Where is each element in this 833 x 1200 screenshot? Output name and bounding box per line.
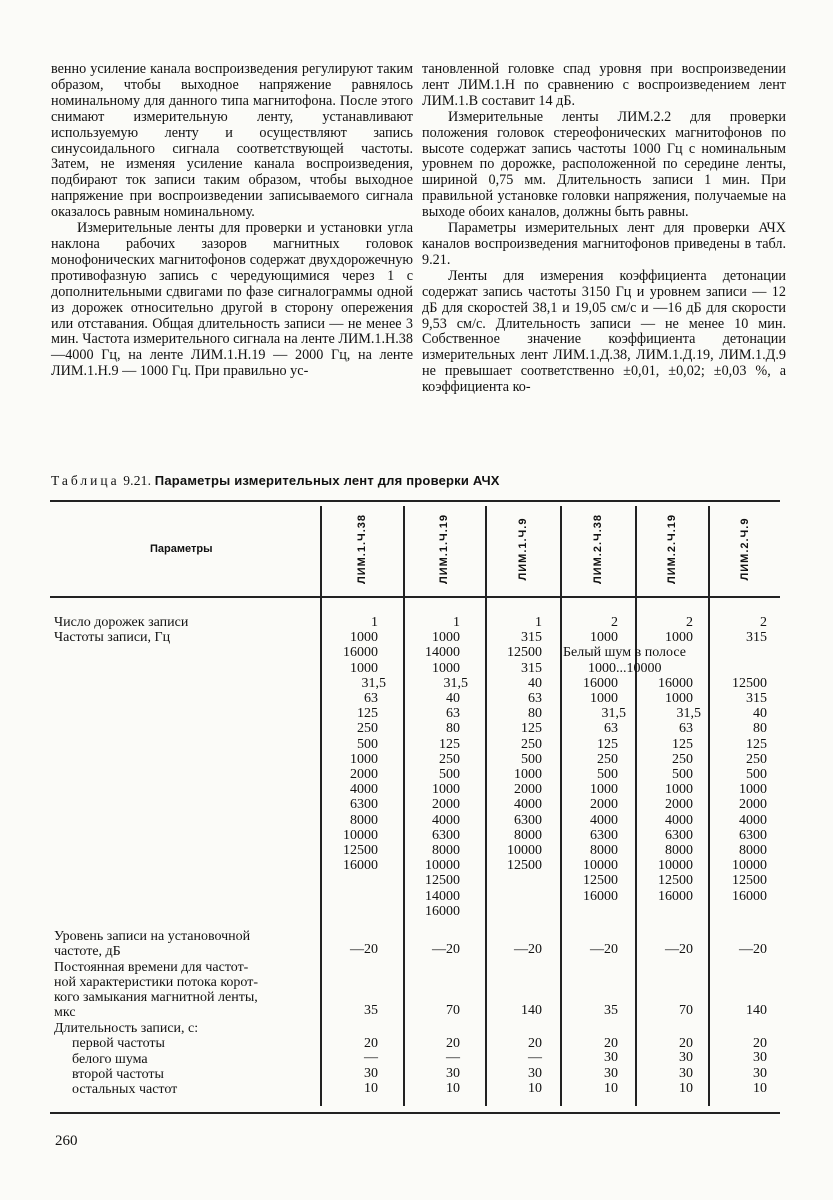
frequency-value: 125 [746, 736, 767, 752]
frequency-value: 500 [746, 767, 767, 782]
white-noise-note: Белый шум в полосе [563, 645, 686, 661]
frequency-value: 1000 [590, 691, 618, 706]
table-cell: 20 [364, 1036, 378, 1051]
table-cell: 140 [746, 1003, 767, 1018]
frequency-value: 1000 [350, 751, 378, 767]
table-cell: 30 [679, 1050, 693, 1065]
row-label: мкс [54, 1005, 76, 1020]
column-header-label: ЛИМ.1.Ч.9 [516, 517, 529, 581]
row-label: Уровень записи на установочной [54, 929, 251, 944]
table-cell: 30 [753, 1066, 767, 1081]
row-label: остальных частот [72, 1082, 178, 1097]
table-cell: — [364, 1050, 378, 1065]
column-header-label: ЛИМ.1.Ч.38 [355, 513, 368, 585]
right-text-column [422, 62, 786, 396]
frequency-value: 6300 [350, 797, 378, 813]
frequency-value: 4000 [432, 812, 460, 828]
frequency-value: 4000 [514, 797, 542, 813]
table-cell: 10 [753, 1081, 767, 1096]
frequency-value: 500 [357, 736, 378, 752]
frequency-value: 16000 [343, 645, 378, 661]
row-label: Частоты записи, Гц [54, 630, 171, 646]
frequency-value: 1000 [514, 767, 542, 782]
column-header [513, 506, 533, 592]
frequency-value: 31,5 [676, 706, 701, 722]
table-cell: 30 [604, 1050, 618, 1065]
frequency-value: 10000 [425, 858, 460, 874]
caption-number: 9.21. [123, 473, 152, 488]
frequency-value: 40 [528, 675, 542, 691]
table-cell: —20 [514, 942, 542, 957]
frequency-value: 4000 [739, 812, 767, 828]
frequency-value: 1000 [665, 630, 693, 646]
frequency-value: 125 [672, 736, 693, 752]
column-header [434, 506, 454, 592]
column-header [588, 506, 608, 592]
frequency-value: 10000 [507, 843, 542, 858]
frequency-value: 1000 [665, 691, 693, 706]
frequency-value: 12500 [507, 858, 542, 874]
frequency-value: 16000 [343, 858, 378, 874]
table-cell: —20 [739, 942, 767, 957]
frequency-value: 16000 [583, 888, 618, 904]
table-cell: 30 [446, 1066, 460, 1081]
frequency-value: 250 [521, 736, 542, 752]
table-cell: 30 [364, 1066, 378, 1081]
frequency-value: 4000 [350, 782, 378, 798]
frequency-value: 2000 [432, 797, 460, 813]
frequency-value: 500 [439, 767, 460, 782]
frequency-value: 12500 [658, 873, 693, 889]
frequency-value: 12500 [343, 843, 378, 858]
table-caption [51, 473, 500, 489]
table-cell: 140 [521, 1003, 542, 1018]
frequency-value: 12500 [583, 873, 618, 889]
frequency-value: 40 [753, 706, 767, 722]
frequency-value: 500 [672, 767, 693, 782]
frequency-value: 315 [521, 660, 542, 676]
row-label: Число дорожек записи [54, 615, 189, 630]
frequency-value: 250 [439, 751, 460, 767]
frequency-value: 6300 [665, 827, 693, 843]
frequency-value: 63 [604, 721, 618, 737]
frequency-value: 1000 [432, 782, 460, 798]
table-cell: 10 [604, 1081, 618, 1096]
frequency-value: 8000 [350, 812, 378, 828]
table-cell: 10 [446, 1081, 460, 1096]
table-cell: 2 [760, 615, 767, 630]
frequency-value: 63 [364, 691, 378, 706]
table-cell: — [446, 1050, 460, 1065]
frequency-value: 16000 [658, 675, 693, 691]
frequency-value: 1000 [350, 630, 378, 646]
frequency-value: 63 [679, 721, 693, 737]
row-label: ной характеристики потока корот- [54, 975, 259, 990]
frequency-value: 1000 [432, 630, 460, 646]
frequency-value: 6300 [590, 827, 618, 843]
column-header [352, 506, 372, 592]
table-cell: 70 [446, 1003, 460, 1018]
column-header-label: ЛИМ.2.Ч.19 [665, 513, 678, 585]
paragraph: Измерительные ленты для проверки и установки угла наклона рабочих зазоров магнитных головок монофонических магнитофонов содержат двухдорожечную противофазную запись с чередующимися через 1 с дополнительными сдвигами по фазе сигналограммы одной из дорожек относительно другой в сторону опережения или отставания. Общая длительность записи — не менее 3 мин. Частота измерительного сигнала на ленте ЛИМ.1.Н.38—4000 Гц, на ленте ЛИМ.1.Н.19 — 2000 Гц, на ленте ЛИМ.1.Н.9 — 1000 Гц. При правильно ус- [51, 220, 413, 380]
frequency-value: 1000 [665, 782, 693, 798]
frequency-value: 80 [528, 706, 542, 722]
table-cell: 30 [604, 1066, 618, 1081]
frequency-value: 31,5 [443, 675, 468, 691]
table-cell: 20 [528, 1036, 542, 1051]
frequency-value: 10000 [343, 827, 378, 843]
frequency-value: 2000 [514, 782, 542, 798]
frequency-value: 8000 [514, 827, 542, 843]
frequency-value: 2000 [739, 797, 767, 813]
paragraph: Параметры измерительных лент для проверки АЧХ каналов воспроизведения магнитофонов приведены в табл. 9.21. [422, 220, 786, 268]
frequency-value: 8000 [665, 843, 693, 858]
frequency-value: 125 [439, 736, 460, 752]
frequency-value: 250 [672, 751, 693, 767]
row-label: первой частоты [72, 1036, 165, 1051]
frequency-value: 250 [357, 721, 378, 737]
frequency-value: 500 [597, 767, 618, 782]
frequency-value: 16000 [658, 888, 693, 904]
column-divider [485, 506, 487, 1106]
table-cell: 30 [528, 1066, 542, 1081]
frequency-value: 16000 [425, 903, 460, 919]
column-divider [708, 506, 710, 1106]
table-cell: —20 [350, 942, 378, 957]
frequency-value: 10000 [658, 858, 693, 874]
frequency-value: 125 [357, 706, 378, 722]
frequency-value: 16000 [732, 888, 767, 904]
caption-prefix: Таблица [51, 473, 120, 488]
frequency-value: 8000 [432, 843, 460, 858]
frequency-value: 4000 [590, 812, 618, 828]
table-cell: 35 [364, 1003, 378, 1018]
table-cell: 2 [611, 615, 618, 630]
table-top-rule [50, 500, 780, 502]
paragraph: тановленной головке спад уровня при воспроизведении лент ЛИМ.1.Н по сравнению с воспроизведением лент ЛИМ.1.В составит 14 дБ. [422, 61, 786, 109]
table-cell: 10 [364, 1081, 378, 1096]
frequency-value: 10000 [732, 858, 767, 874]
paragraph: Измерительные ленты ЛИМ.2.2 для проверки положения головок стереофонических магнитофонов по высоте содержат запись частоты 1000 Гц с номинальным уровнем по дорожке, расположенной по середине ленты, шириной 0,75 мм. Длительность записи 1 мин. При правильной установке головки напряжения, получаемые на выходе обоих каналов, должны быть равны. [422, 108, 786, 221]
row-label: частоте, дБ [54, 944, 121, 959]
frequency-value: 8000 [739, 843, 767, 858]
param-header: Параметры [150, 543, 213, 555]
table-bottom-rule [50, 1112, 780, 1114]
table-cell: 10 [528, 1081, 542, 1096]
column-header [662, 506, 682, 592]
table-cell: 35 [604, 1003, 618, 1018]
frequency-value: 31,5 [361, 675, 386, 691]
table-cell: 20 [679, 1036, 693, 1051]
frequency-value: 10000 [583, 858, 618, 874]
column-header-label: ЛИМ.2.Ч.38 [591, 513, 604, 585]
frequency-value: 4000 [665, 812, 693, 828]
table-cell: —20 [665, 942, 693, 957]
frequency-value: 1000 [350, 660, 378, 676]
frequency-value: 250 [746, 751, 767, 767]
frequency-value: 40 [446, 691, 460, 706]
frequency-value: 315 [746, 630, 767, 646]
column-divider [635, 506, 637, 1106]
column-header [735, 506, 755, 592]
frequency-value: 14000 [425, 645, 460, 661]
frequency-value: 16000 [583, 675, 618, 691]
frequency-value: 80 [753, 721, 767, 737]
frequency-value: 125 [521, 721, 542, 737]
frequency-value: 250 [597, 751, 618, 767]
frequency-value: 6300 [514, 812, 542, 828]
frequency-value: 1000 [739, 782, 767, 798]
table-cell: 20 [753, 1036, 767, 1051]
table-cell: 70 [679, 1003, 693, 1018]
frequency-value: 12500 [425, 873, 460, 889]
white-noise-band: 1000...10000 [588, 660, 662, 676]
frequency-value: 12500 [732, 675, 767, 691]
frequency-value: 6300 [432, 827, 460, 843]
frequency-value: 63 [528, 691, 542, 706]
table-cell: —20 [590, 942, 618, 957]
caption-title: Параметры измерительных лент для проверки АЧХ [154, 473, 500, 488]
frequency-value: 12500 [732, 873, 767, 889]
frequency-value: 12500 [507, 645, 542, 661]
table-cell: 1 [453, 615, 460, 630]
table-cell: 30 [679, 1066, 693, 1081]
row-label: Длительность записи, с: [54, 1021, 199, 1036]
frequency-value: 6300 [739, 827, 767, 843]
table-cell: —20 [432, 942, 460, 957]
column-header-label: ЛИМ.1.Ч.19 [438, 513, 450, 585]
column-divider [560, 506, 562, 1106]
frequency-value: 8000 [590, 843, 618, 858]
table-cell: 1 [535, 615, 542, 630]
column-header-label: ЛИМ.2.Ч.9 [739, 517, 751, 581]
row-label: кого замыкания магнитной ленты, [54, 990, 258, 1005]
frequency-value: 1000 [590, 782, 618, 798]
frequency-value: 31,5 [601, 706, 626, 722]
row-label: белого шума [72, 1052, 148, 1067]
frequency-value: 125 [597, 736, 618, 752]
frequency-value: 1000 [432, 660, 460, 676]
page-number: 260 [55, 1133, 78, 1149]
table-cell: 20 [446, 1036, 460, 1051]
frequency-value: 63 [446, 706, 460, 722]
frequency-value: 2000 [665, 797, 693, 813]
frequency-value: 500 [521, 751, 542, 767]
column-divider [320, 506, 322, 1106]
paragraph: венно усиление канала воспроизведения регулируют таким образом, чтобы выходное напряжение равнялось номинальному для данного типа магнитофона. После этого снимают измерительную ленту, устанавливают используемую ленту и осуществляют запись синусоидального сигнала соответствующей частоты. Затем, не изменяя усиление канала воспроизведения, подбирают ток записи таким образом, чтобы выходное напряжение при воспроизведении записываемого сигнала оказалось равным номинальному. [51, 61, 413, 221]
table-cell: — [528, 1050, 542, 1065]
row-label: Постоянная времени для частот- [54, 960, 249, 975]
frequency-value: 1000 [590, 630, 618, 646]
paragraph: Ленты для измерения коэффициента детонации содержат запись частоты 3150 Гц и уровнем записи — 12 дБ для скоростей 38,1 и 19,05 см/с и —16 дБ для скорости 9,53 см/с. Длительность записи — не менее 10 мин. Собственное значение коэффициента детонации измерительных лент ЛИМ.1.Д.38, ЛИМ.1.Д.19, ЛИМ.1.Д.9 не превышает соответственно ±0,01, ±0,02; ±0,03 %, а коэффициента ко- [422, 267, 786, 396]
frequency-value: 2000 [590, 797, 618, 813]
column-divider [403, 506, 405, 1106]
table-cell: 20 [604, 1036, 618, 1051]
frequency-value: 80 [446, 721, 460, 737]
left-text-column [51, 62, 413, 380]
frequency-value: 315 [746, 691, 767, 706]
row-label: второй частоты [72, 1067, 164, 1082]
table-cell: 2 [686, 615, 693, 630]
frequency-value: 315 [521, 630, 542, 646]
table-cell: 30 [753, 1050, 767, 1065]
table-header-rule [50, 596, 780, 598]
table-cell: 10 [679, 1081, 693, 1096]
frequency-value: 14000 [425, 888, 460, 904]
table-cell: 1 [371, 615, 378, 630]
frequency-value: 2000 [350, 767, 378, 782]
